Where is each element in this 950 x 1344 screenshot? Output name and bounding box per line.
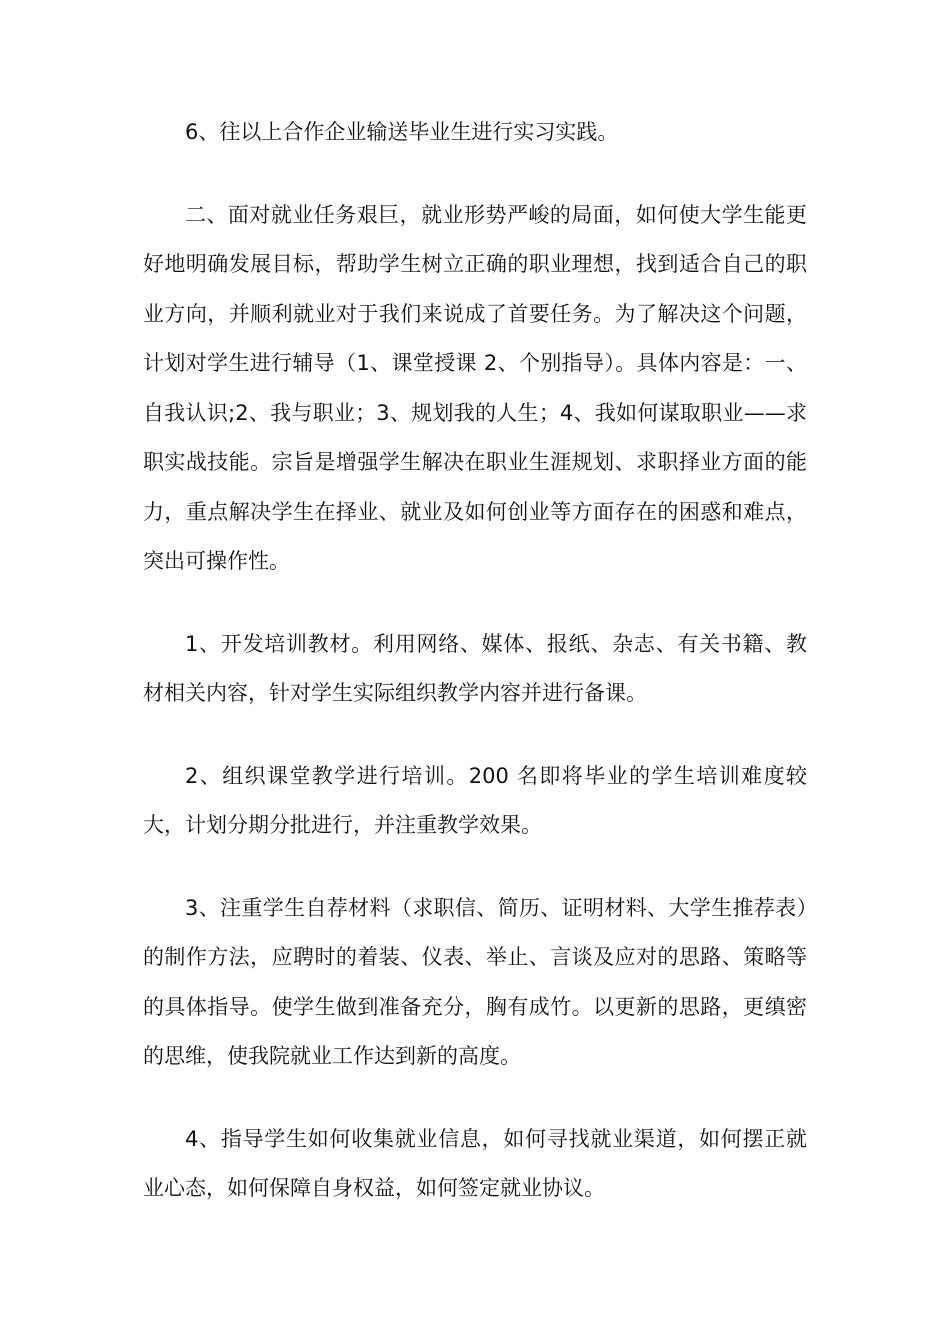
paragraph-employment-guidance: 二、面对就业任务艰巨，就业形势严峻的局面，如何使大学生能更好地明确发展目标，帮助学生树立正确的职业理想，找到适合自己的职业方向，并顺利就业对于我们来说成了首要任务。为了解决这个问题，计划对学生进行辅导（1、课堂授课 2、个别指导）。具体内容是：一、自我认识;2、我与职业；3、规划我的人生；4、我如何谋取职业——求职实战技能。宗旨是增强学生解决在职业生涯规划、求职择业方面的能力，重点解决学生在择业、就业及如何创业等方面存在的困惑和难点，突出可操作性。 (143, 202, 807, 573)
paragraph-internship: 6、往以上合作企业输送毕业生进行实习实践。 (185, 120, 619, 144)
paragraph-classroom-training: 2、组织课堂教学进行培训。200 名即将毕业的学生培训难度较大，计划分期分批进行，并注重教学效果。 (143, 763, 807, 837)
paragraph-job-information: 4、指导学生如何收集就业信息，如何寻找就业渠道，如何摆正就业心态，如何保障自身权益，如何签定就业协议。 (143, 1126, 807, 1200)
paragraph-training-materials: 1、开发培训教材。利用网络、媒体、报纸、杂志、有关书籍、教材相关内容，针对学生实际组织教学内容并进行备课。 (143, 631, 807, 705)
paragraph-self-recommendation: 3、注重学生自荐材料（求职信、简历、证明材料、大学生推荐表）的制作方法，应聘时的着装、仪表、举止、言谈及应对的思路、策略等的具体指导。使学生做到准备充分，胸有成竹。以更新的思路，更缜密的思维，使我院就业工作达到新的高度。 (143, 895, 807, 1068)
document-body (143, 108, 807, 1214)
